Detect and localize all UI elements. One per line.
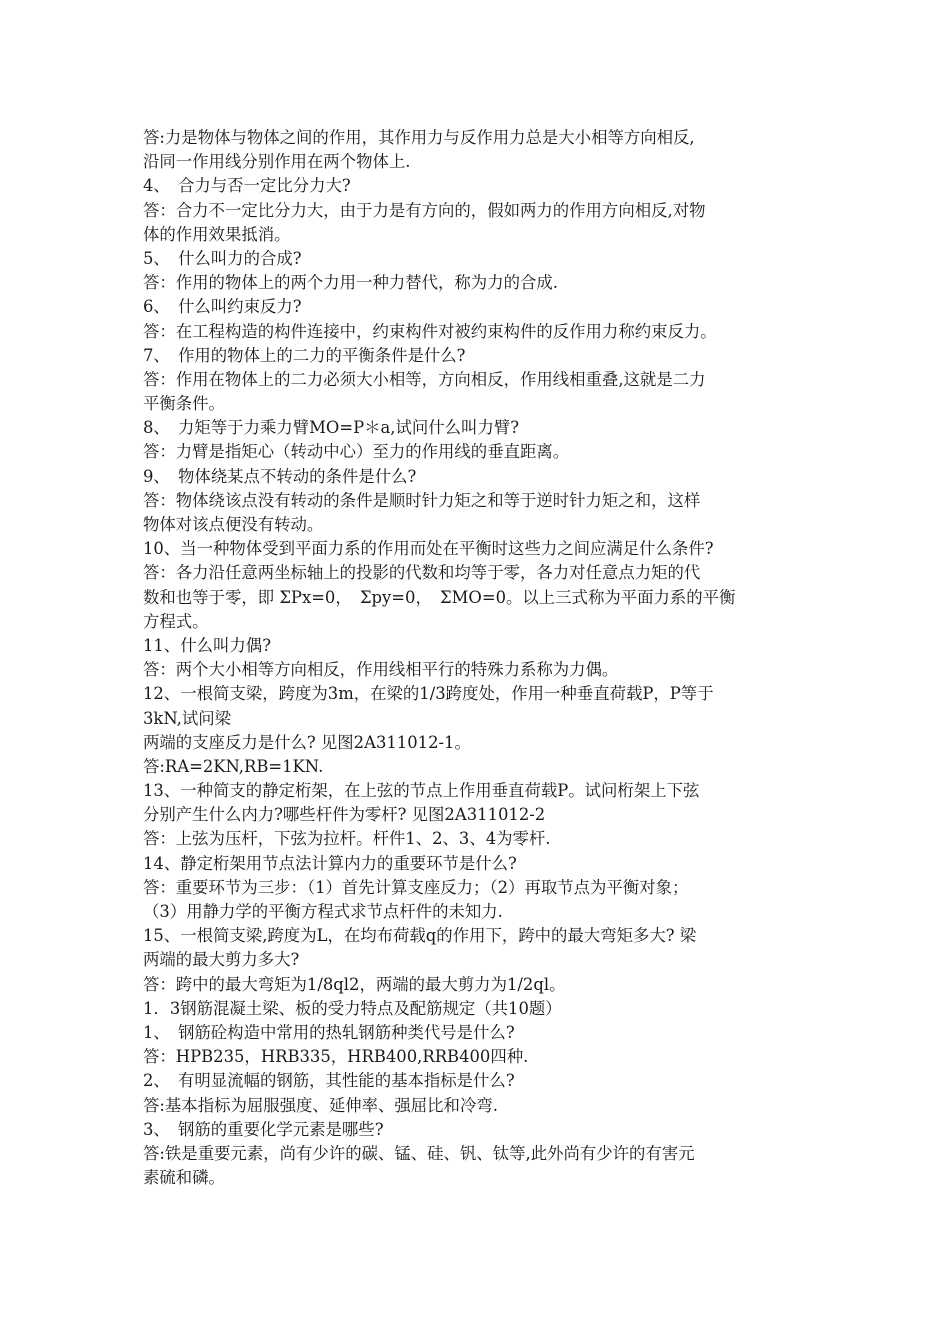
text-line: 4、 合力与否一定比分力大? (143, 176, 351, 196)
text-line: 1、 钢筋砼构造中常用的热轧钢筋种类代号是什么? (143, 1022, 515, 1042)
text-line: 答：力臂是指矩心（转动中心）至力的作用线的垂直距离。 (143, 442, 570, 462)
text-line: 素硫和磷。 (143, 1168, 225, 1188)
text-line: 3、 钢筋的重要化学元素是哪些? (143, 1119, 384, 1139)
text-line: 6、 什么叫约束反力? (143, 297, 302, 317)
text-line: 答:力是物体与物体之间的作用，其作用力与反作用力总是大小相等方向相反, (143, 128, 695, 147)
text-line: 平衡条件。 (143, 394, 225, 414)
text-line: 答：在工程构造的构件连接中，约束构件对被约束构件的反作用力称约束反力。 (143, 321, 717, 341)
text-line: 答：两个大小相等方向相反，作用线相平行的特殊力系称为力偶。 (143, 660, 619, 680)
text-line: 答：HPB235，HRB335，HRB400,RRB400四种. (143, 1047, 529, 1067)
text-line: 8、 力矩等于力乘力臂MO=P＊a,试问什么叫力臂? (143, 418, 520, 438)
text-line: 9、 物体绕某点不转动的条件是什么? (143, 466, 417, 486)
text-line: 答:铁是重要元素，尚有少许的碳、锰、硅、钒、钛等,此外尚有少许的有害元 (143, 1143, 695, 1163)
text-line: 答:基本指标为屈服强度、延伸率、强屈比和冷弯. (143, 1095, 498, 1115)
text-line: 3kN,试问梁 (143, 708, 232, 728)
text-line: 答：跨中的最大弯矩为1/8ql2，两端的最大剪力为1/2ql。 (143, 974, 566, 994)
text-line: 分别产生什么内力?哪些杆件为零杆? 见图2A311012-2 (143, 805, 546, 825)
text-line: 15、一根简支梁,跨度为L，在均布荷载q的作用下，跨中的最大弯矩多大? 梁 (143, 926, 697, 946)
text-line: 两端的支座反力是什么? 见图2A311012-1。 (143, 732, 471, 752)
text-line: 答：物体绕该点没有转动的条件是顺时针力矩之和等于逆时针力矩之和，这样 (143, 490, 701, 510)
text-line: 答：各力沿任意两坐标轴上的投影的代数和均等于零，各力对任意点力矩的代 (143, 563, 701, 583)
text-line: 答：合力不一定比分力大，由于力是有方向的，假如两力的作用方向相反,对物 (143, 200, 706, 220)
text-line: 2、 有明显流幅的钢筋，其性能的基本指标是什么? (143, 1071, 515, 1091)
text-line: 答:RA=2KN,RB=1KN. (143, 756, 324, 776)
text-line: （3）用静力学的平衡方程式求节点杆件的未知力. (143, 902, 503, 921)
text-line: 答：作用的物体上的两个力用一种力替代，称为力的合成. (143, 273, 558, 293)
text-line: 两端的最大剪力多大? (143, 950, 300, 970)
text-line: 沿同一作用线分别作用在两个物体上. (143, 152, 411, 172)
text-line: 14、静定桁架用节点法计算内力的重要环节是什么? (143, 853, 517, 873)
text-line: 数和也等于零，即 ΣPx=0， Σpy=0， ΣMO=0。以上三式称为平面力系的平衡 (143, 587, 736, 607)
text-line: 方程式。 (143, 611, 209, 631)
text-line: 12、一根简支梁，跨度为3m，在梁的1/3跨度处，作用一种垂直荷载P，P等于 (143, 684, 714, 704)
text-line: 体的作用效果抵消。 (143, 224, 291, 244)
text-line: 答：上弦为压杆，下弦为拉杆。杆件1、2、3、4为零杆. (143, 829, 551, 849)
text-line: 答：作用在物体上的二力必须大小相等，方向相反，作用线相重叠,这就是二力 (143, 369, 706, 389)
text-line: 11、什么叫力偶? (143, 635, 271, 655)
text-line: 10、当一种物体受到平面力系的作用而处在平衡时这些力之间应满足什么条件? (143, 539, 714, 559)
document-body (143, 126, 818, 1190)
text-line: 7、 作用的物体上的二力的平衡条件是什么? (143, 345, 466, 365)
text-line: 1．3钢筋混凝土梁、板的受力特点及配筋规定（共10题） (143, 998, 562, 1018)
text-line: 5、 什么叫力的合成? (143, 248, 302, 268)
text-line: 物体对该点便没有转动。 (143, 515, 324, 534)
text-line: 13、一种简支的静定桁架，在上弦的节点上作用垂直荷载P。试问桁架上下弦 (143, 781, 700, 801)
text-line: 答：重要环节为三步：（1）首先计算支座反力；（2）再取节点为平衡对象； (143, 877, 689, 897)
